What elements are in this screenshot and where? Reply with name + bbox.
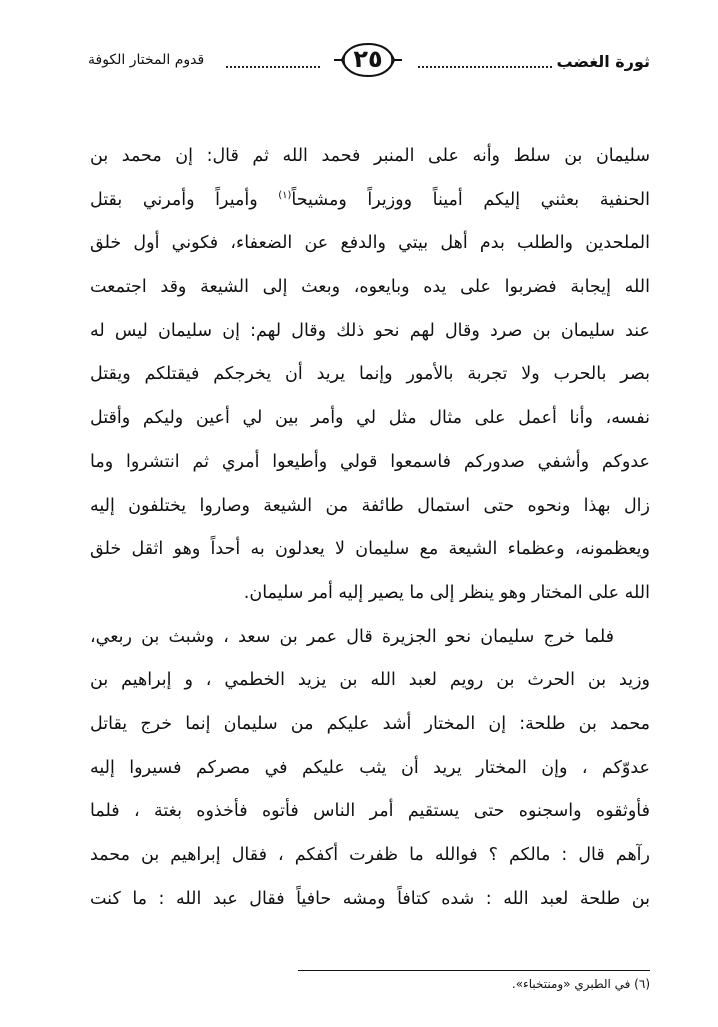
footnote: (٦) في الطبري «ومنتخباء». bbox=[511, 977, 650, 991]
text-span: الحنفية بعثني إليكم أميناً ووزيراً ومشيحاً bbox=[291, 189, 650, 210]
text-line: بصر بالحرب ولا تجربة بالأمور وإنما يريد أن يخرجكم فيقتلكم ويقتل bbox=[90, 364, 650, 385]
text-line: الله على المختار وهو ينظر إلى ما يصير إليه أمر سليمان. bbox=[243, 582, 650, 603]
text-line: رآهم قال : مالكم ؟ فوالله ما ظفرت أكفكم ، فقال إبراهيم بن محمد bbox=[90, 845, 650, 865]
page-header bbox=[88, 40, 650, 84]
chapter-title: قدوم المختار الكوفة bbox=[88, 52, 205, 68]
text-line: فأوثقوه واسجنوه حتى يستقيم أمر الناس فأتوه فأخذوه بغتة ، فلما bbox=[90, 801, 650, 822]
text-line: عند سليمان بن صرد وقال لهم نحو ذلك وقال لهم: إن سليمان ليس له bbox=[90, 320, 650, 341]
footnote-rule bbox=[298, 970, 650, 971]
text-span: وأميراً وأمرني بقتل bbox=[90, 189, 279, 210]
text-line: زال بهذا ونحوه حتى استمال طائفة من الشيعة وصاروا يختلفون إليه bbox=[90, 495, 650, 516]
text-line: عدوكم وأشفي صدوركم فاسمعوا قولي وأطيعوا أمري ثم انتشروا وما bbox=[90, 451, 650, 472]
text-line: سليمان بن سلط وأنه على المنبر فحمد الله ثم قال: إن محمد بن bbox=[90, 146, 650, 166]
text-line: ويعظمونه، وعظماء الشيعة مع سليمان لا يعدلون به أحداً وهو اثقل خلق bbox=[90, 539, 650, 560]
footnote-marker: (١) bbox=[278, 189, 292, 201]
header-dotted-rule bbox=[226, 66, 320, 68]
paragraph-start-line: فلما خرج سليمان نحو الجزيرة قال عمر بن سعد ، وشبث بن ربعي، bbox=[90, 626, 614, 647]
text-line: وزيد بن الحرث بن رويم لعبد الله بن يزيد الخطمي ، و إبراهيم بن bbox=[90, 670, 650, 691]
text-line: الله إيجابة فضربوا على يده وبايعوه، وبعث إلى الشيعة وقد اجتمعت bbox=[90, 277, 650, 298]
text-line: محمد بن طلحة: إن المختار أشد عليكم من سليمان إنما خرج يقاتل bbox=[90, 713, 650, 734]
text-line bbox=[90, 179, 650, 223]
page-number: ٢٥ bbox=[353, 45, 383, 73]
main-text bbox=[90, 135, 650, 921]
header-dotted-rule bbox=[418, 66, 552, 68]
text-line: بن طلحة لعبد الله : شده كتافاً ومشه حافياً فقال عبد الله : ما كنت bbox=[90, 888, 650, 909]
text-line: عدوّكم ، وإن المختار يريد أن يثب عليكم في مصركم فسيروا إليه bbox=[90, 757, 650, 778]
text-line: الملحدين والطلب بدم أهل بيتي والدفع عن الضعفاء، فكوني أول خلق bbox=[90, 233, 650, 254]
book-title: ثورة الغضب bbox=[556, 52, 650, 71]
text-line: نفسه، وأنا أعمل على مثال مثل لي وأمر بين لي أعين وليكم وأقتل bbox=[90, 408, 650, 429]
page-number-badge bbox=[332, 40, 404, 80]
